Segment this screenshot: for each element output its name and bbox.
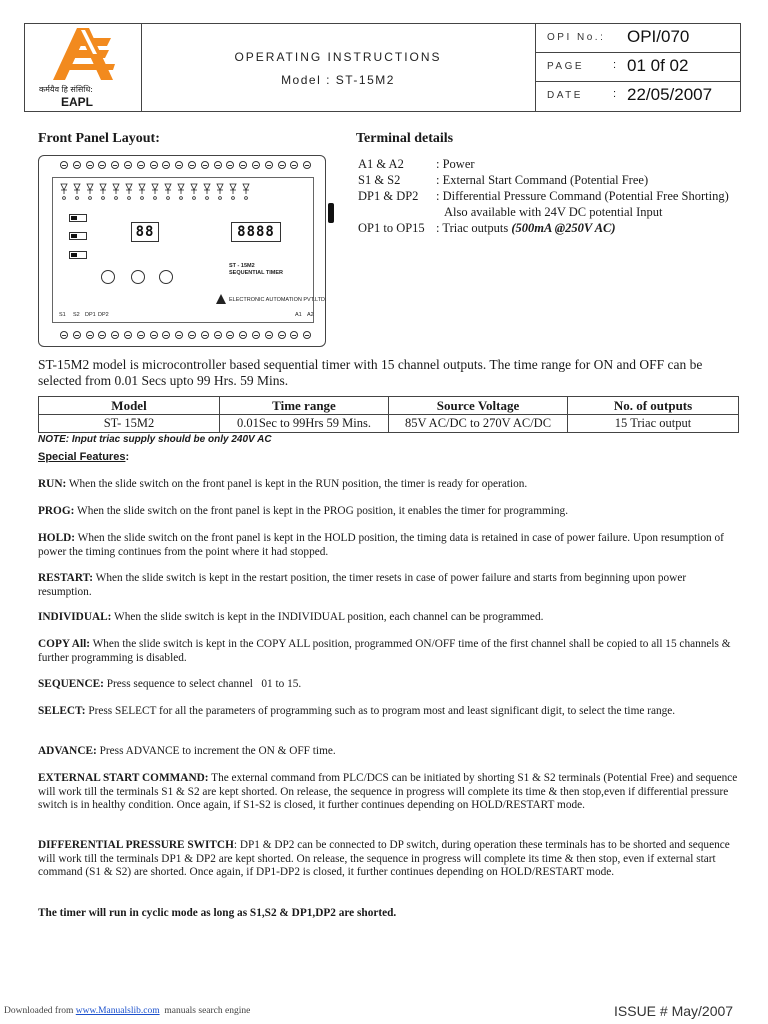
model-line: Model : ST-15M2 [281, 73, 395, 87]
feature-label: ADVANCE: [38, 745, 97, 757]
output-indicator-icon [245, 197, 248, 200]
terminal-screw-icon [150, 161, 158, 169]
front-panel-heading: Front Panel Layout: [38, 131, 160, 146]
terminal-screw-icon [201, 161, 209, 169]
output-indicator-icon [128, 197, 131, 200]
advance-button[interactable] [159, 270, 173, 284]
terminal-screw-icon [201, 331, 209, 339]
output-led-icon [230, 184, 236, 194]
feature-label: PROG: [38, 505, 75, 517]
eapl-logo-icon [25, 24, 141, 84]
feature-label: COPY All: [38, 638, 90, 650]
feature-differential-pressure [38, 839, 738, 880]
terminal-label-dp2: DP2 [98, 312, 109, 318]
spec-header-source-voltage: Source Voltage [389, 397, 568, 415]
terminal-screw-icon [278, 331, 286, 339]
intro-paragraph: ST-15M2 model is microcontroller based sequential timer with 15 channel outputs. The time range for ON and OFF can be selected from 0.01 Secs upto 99 Hrs. 59 Mins. [38, 357, 703, 388]
terminal-screw-icon [214, 161, 222, 169]
output-indicator-icon [206, 197, 209, 200]
feature-label: EXTERNAL START COMMAND: [38, 772, 209, 784]
terminal-key: DP1 & DP2 [358, 189, 419, 203]
feature-text: When the slide switch on the front panel is kept in the HOLD position, the timing data is retained in case of power failure. Upon resumption of power the timing continues from the point where it had stopped. [38, 532, 724, 558]
logo-cell [25, 24, 142, 111]
spec-header-model: Model [39, 397, 220, 415]
output-led-icon [126, 184, 132, 194]
time-display: 8888 [231, 222, 281, 242]
terminal-key: S1 & S2 [358, 173, 401, 187]
document-header [24, 23, 741, 112]
terminal-key: OP1 to OP15 [358, 221, 425, 235]
manualslib-link[interactable]: www.Manualslib.com [75, 1006, 160, 1016]
feature-hold [38, 532, 738, 559]
output-indicator-icon [193, 197, 196, 200]
feature-label: DIFFERENTIAL PRESSURE SWITCH [38, 839, 234, 851]
page-colon: : [613, 59, 617, 71]
date-label: DATE [547, 90, 583, 101]
date-value: 22/05/2007 [627, 85, 713, 104]
terminal-screw-icon [86, 161, 94, 169]
supply-note: NOTE: Input triac supply should be only 240V AC [38, 434, 272, 445]
hold-restart-slide-switch[interactable] [69, 232, 87, 240]
feature-label: SEQUENCE: [38, 678, 104, 690]
terminal-label-s2: S2 [73, 312, 80, 318]
device-type: SEQUENTIAL TIMER [229, 270, 283, 276]
feature-label: RESTART: [38, 572, 94, 584]
terminal-screw-icon [73, 331, 81, 339]
terminal-screw-icon [73, 161, 81, 169]
terminal-screw-icon [137, 161, 145, 169]
feature-text: : DP1 & DP2 can be connected to DP switch, during operation these terminals has to be shorted and sequence will work till the terminals DP1 & DP2 are kept shorted. On release, the sequence in progress will complete its time & then stop, even if external start command (S1 & S2) are shorted. Once again, if DP1-DP2 is closed, it further continues depending on HOLD/RESTART mode. [38, 839, 730, 878]
individual-copy-slide-switch[interactable] [69, 251, 87, 259]
logo-text: EAPL [61, 95, 94, 109]
title-cell [141, 24, 536, 111]
terminal-label-dp1: DP1 [85, 312, 96, 318]
feature-text: When the slide switch is kept in the COPY ALL position, programmed ON/OFF time of the first channel shall be copied to all 15 channels & further programming is disabled. [38, 638, 731, 664]
feature-label: RUN: [38, 478, 67, 490]
terminal-screw-icon [188, 331, 196, 339]
logo-motto: कर्मयैव हि संसिधि: [39, 85, 93, 94]
terminal-key: A1 & A2 [358, 157, 404, 171]
output-led-icon [152, 184, 158, 194]
feature-prog [38, 505, 738, 519]
manufacturer-logo-icon [216, 294, 226, 304]
special-features-colon: : [125, 451, 130, 463]
output-indicator-icon [154, 197, 157, 200]
terminal-screw-icon [137, 331, 145, 339]
terminal-screw-icon [278, 161, 286, 169]
meta-cell [535, 24, 740, 111]
feature-select [38, 705, 738, 719]
feature-run [38, 478, 738, 492]
spec-cell-source-voltage: 85V AC/DC to 270V AC/DC [389, 415, 568, 433]
feature-label: INDIVIDUAL: [38, 611, 112, 623]
channel-display: 88 [131, 222, 159, 242]
output-indicator-icon [167, 197, 170, 200]
terminal-screw-icon [60, 161, 68, 169]
output-led-icon [87, 184, 93, 194]
output-indicator-icon [180, 197, 183, 200]
download-footer [4, 1006, 250, 1016]
page-label: PAGE [547, 61, 585, 72]
panel-face [52, 177, 327, 323]
spec-header-outputs: No. of outputs [568, 397, 739, 415]
footer-suffix: manuals search engine [159, 1006, 251, 1016]
output-led-icon [204, 184, 210, 194]
spec-table [38, 396, 739, 433]
document-title: OPERATING INSTRUCTIONS [234, 50, 442, 64]
output-led-icon [217, 184, 223, 194]
feature-text: When the slide switch on the front panel is kept in the PROG position, it enables the timer for programming. [74, 505, 569, 517]
terminal-value: : External Start Command (Potential Free) [436, 173, 649, 187]
terminal-screw-icon [265, 161, 273, 169]
feature-text: When the slide switch is kept in the INDIVIDUAL position, each channel can be programmed. [111, 611, 544, 623]
feature-text: Press sequence to select channel 01 to 15. [103, 678, 302, 690]
special-features-title: Special Features [38, 451, 126, 463]
terminal-screw-icon [188, 161, 196, 169]
output-indicator-icon [89, 197, 92, 200]
output-indicator-icon [76, 197, 79, 200]
output-led-icon [165, 184, 171, 194]
feature-label: SELECT: [38, 705, 86, 717]
output-led-row-icon [53, 180, 315, 202]
output-led-icon [191, 184, 197, 194]
front-panel-diagram [38, 155, 326, 347]
output-indicator-icon [115, 197, 118, 200]
feature-sequence [38, 678, 738, 692]
page-value: 01 0f 02 [627, 56, 689, 75]
spec-cell-model: ST- 15M2 [39, 415, 220, 433]
terminal-label-a2: A2 [307, 312, 314, 318]
feature-text: The external command from PLC/DCS can be initiated by shorting S1 & S2 terminals (Potential Free) and sequence will work till the terminals S1 & S2 are kept shorted. On release, the sequence in progress will complete its time & then stop,even if differential pressure switch is in healthy condition. Once again, if S1-S2 is closed, it further continues depending on HOLD/RESTART mode. [38, 772, 738, 811]
spec-cell-time-range: 0.01Sec to 99Hrs 59 Mins. [220, 415, 389, 433]
spec-header-time-range: Time range [220, 397, 389, 415]
feature-label: HOLD: [38, 532, 76, 544]
output-indicator-icon [141, 197, 144, 200]
terminal-screw-icon [150, 331, 158, 339]
output-led-icon [74, 184, 80, 194]
feature-text: When the slide switch on the front panel is kept in the RUN position, the timer is ready for operation. [66, 478, 528, 490]
closing-statement: The timer will run in cyclic mode as long as S1,S2 & DP1,DP2 are shorted. [38, 907, 397, 919]
feature-copy-all [38, 638, 738, 665]
output-led-icon [243, 184, 249, 194]
output-led-icon [139, 184, 145, 194]
output-indicator-icon [102, 197, 105, 200]
terminal-screw-icon [265, 331, 273, 339]
run-prog-slide-switch[interactable] [69, 214, 87, 222]
output-led-icon [100, 184, 106, 194]
output-indicator-icon [232, 197, 235, 200]
spec-cell-outputs: 15 Triac output [568, 415, 739, 433]
terminal-value [436, 220, 616, 236]
feature-individual [38, 611, 738, 625]
manufacturer-name: ELECTRONIC AUTOMATION PVT.LTD. [229, 297, 327, 303]
select-button[interactable] [131, 270, 145, 284]
date-row [535, 82, 740, 111]
date-colon: : [613, 88, 617, 100]
output-led-icon [178, 184, 184, 194]
sequence-button[interactable] [101, 270, 115, 284]
output-indicator-icon [63, 197, 66, 200]
feature-advance [38, 745, 738, 759]
spec-table-row [39, 415, 739, 433]
terminal-value: : Differential Pressure Command (Potential Free Shorting) [436, 189, 729, 203]
terminal-screw-icon [86, 331, 94, 339]
terminal-screw-icon [124, 161, 132, 169]
opi-value: OPI/070 [627, 27, 690, 46]
feature-text: Press ADVANCE to increment the ON & OFF time. [96, 745, 336, 757]
special-features-heading [38, 451, 129, 463]
feature-text: Press SELECT for all the parameters of programming such as to program most and least significant digit, to select the time range. [85, 705, 676, 717]
output-indicator-icon [219, 197, 222, 200]
terminal-screw-icon [124, 331, 132, 339]
terminal-label-s1: S1 [59, 312, 66, 318]
output-led-icon [61, 184, 67, 194]
terminal-value: Also available with 24V DC potential Input [444, 205, 663, 219]
output-led-icon [113, 184, 119, 194]
terminal-details-heading: Terminal details [356, 131, 454, 146]
side-connector-icon [328, 203, 334, 223]
feature-text: When the slide switch is kept in the restart position, the timer resets in case of power failure and starts from beginning upon power resumption. [38, 572, 687, 598]
footer-prefix: Downloaded from [4, 1006, 76, 1016]
feature-external-start [38, 772, 738, 813]
terminal-screw-icon [60, 331, 68, 339]
feature-restart [38, 572, 738, 599]
device-name: ST - 15M2 [229, 263, 255, 269]
page-row [535, 53, 740, 82]
terminal-screw-icon [252, 331, 260, 339]
terminal-value-text: : Triac outputs [436, 221, 512, 235]
terminal-screw-icon [214, 331, 222, 339]
issue-label: ISSUE # May/2007 [614, 1003, 734, 1019]
opi-row [535, 24, 740, 53]
spec-table-header-row [39, 397, 739, 415]
terminal-value: : Power [436, 157, 475, 171]
terminal-screw-icon [252, 161, 260, 169]
opi-label: OPI No.: [547, 32, 606, 43]
triac-rating: (500mA @250V AC) [511, 221, 616, 235]
terminal-label-a1: A1 [295, 312, 302, 318]
